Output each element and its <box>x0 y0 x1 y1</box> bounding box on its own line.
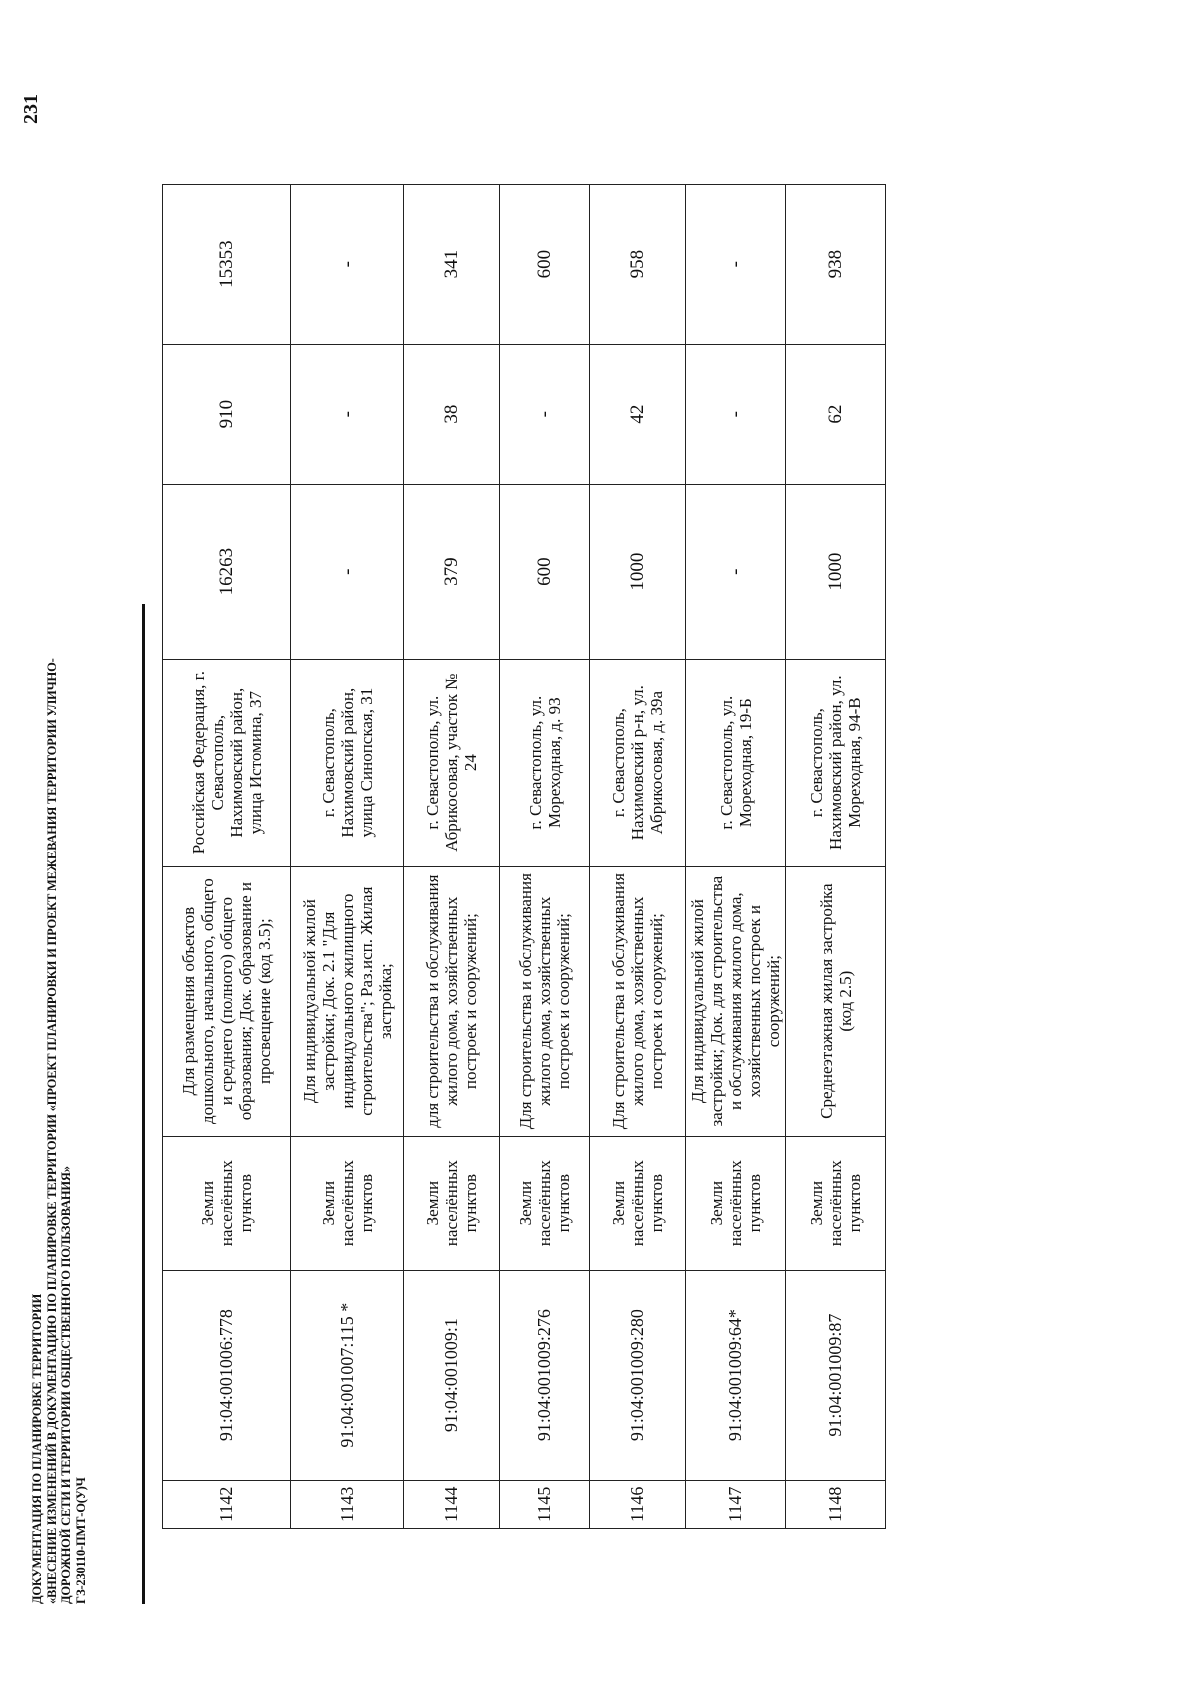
table-row <box>163 184 291 1528</box>
row-number: 1142 <box>163 1480 291 1528</box>
address: г. Севастополь, ул. Мореходная, д. 93 <box>500 659 590 866</box>
value-3: 341 <box>404 184 500 344</box>
cadastral-number: 91:04:001007:115 * <box>291 1270 404 1480</box>
land-plot-table <box>162 184 886 1529</box>
permitted-use: Среднеэтажная жилая застройка (код 2.5) <box>786 866 886 1136</box>
header-divider <box>142 604 145 1604</box>
area-value: 600 <box>500 484 590 659</box>
value-2: 42 <box>590 344 686 484</box>
document-header <box>30 404 88 1604</box>
land-category: Земли населённых пунктов <box>500 1136 590 1270</box>
area-value: 379 <box>404 484 500 659</box>
permitted-use: Для строительства и обслуживания жилого дома, хозяйственных построек и сооружений; <box>590 866 686 1136</box>
land-category: Земли населённых пунктов <box>686 1136 786 1270</box>
address: г. Севастополь, ул. Мореходная, 19-Б <box>686 659 786 866</box>
permitted-use: для строительства и обслуживания жилого дома, хозяйственных построек и сооружений; <box>404 866 500 1136</box>
address: г. Севастополь, Нахимовский район, улица Синопская, 31 <box>291 659 404 866</box>
value-2: - <box>291 344 404 484</box>
permitted-use: Для размещения объектов дошкольного, начального, общего и среднего (полного) общего образования; Док. образование и просвещение (код 3.5); <box>163 866 291 1136</box>
cadastral-number: 91:04:001009:280 <box>590 1270 686 1480</box>
table-row <box>404 184 500 1528</box>
value-3: 600 <box>500 184 590 344</box>
row-number: 1145 <box>500 1480 590 1528</box>
row-number: 1143 <box>291 1480 404 1528</box>
value-3: 15353 <box>163 184 291 344</box>
permitted-use: Для индивидуальной жилой застройки; Док. 2.1 "Для индивидуального жилищного строительства"; Раз.исп. Жилая застройка; <box>291 866 404 1136</box>
table-row <box>291 184 404 1528</box>
area-value: 1000 <box>786 484 886 659</box>
page-number: 231 <box>20 94 42 124</box>
value-2: - <box>686 344 786 484</box>
address: г. Севастополь, ул. Абрикосовая, участок № 24 <box>404 659 500 866</box>
land-category: Земли населённых пунктов <box>786 1136 886 1270</box>
cadastral-number: 91:04:001006:778 <box>163 1270 291 1480</box>
land-category: Земли населённых пунктов <box>291 1136 404 1270</box>
row-number: 1146 <box>590 1480 686 1528</box>
header-line-1: ДОКУМЕНТАЦИЯ ПО ПЛАНИРОВКЕ ТЕРРИТОРИИ <box>30 1294 44 1604</box>
address: г. Севастополь, Нахимовский р-н, ул. Абрикосовая, д. 39а <box>590 659 686 866</box>
permitted-use: Для строительства и обслуживания жилого дома, хозяйственных построек и сооружений; <box>500 866 590 1136</box>
area-value: - <box>291 484 404 659</box>
value-2: 38 <box>404 344 500 484</box>
table-row <box>686 184 786 1528</box>
value-3: - <box>291 184 404 344</box>
value-2: 62 <box>786 344 886 484</box>
header-line-4: ГЗ-230110-ПМТ-О(У)Ч <box>73 1477 88 1604</box>
land-category: Земли населённых пунктов <box>404 1136 500 1270</box>
table-row <box>786 184 886 1528</box>
address: г. Севастополь, Нахимовский район, ул. Мореходная, 94-В <box>786 659 886 866</box>
header-line-2: «ВНЕСЕНИЕ ИЗМЕНЕНИЙ В ДОКУМЕНТАЦИЮ ПО ПЛАНИРОВКЕ ТЕРРИТОРИИ «ПРОЕКТ ПЛАНИРОВКИ И ПРОЕКТ МЕЖЕВАНИЯ ТЕРРИТОРИИ УЛИЧНО- <box>44 658 59 1604</box>
row-number: 1147 <box>686 1480 786 1528</box>
cadastral-number: 91:04:001009:87 <box>786 1270 886 1480</box>
table-row <box>590 184 686 1528</box>
header-line-3: ДОРОЖНОЙ СЕТИ И ТЕРРИТОРИИ ОБЩЕСТВЕННОГО ПОЛЬЗОВАНИЯ» <box>59 1166 73 1604</box>
area-value: 16263 <box>163 484 291 659</box>
permitted-use: Для индивидуальной жилой застройки; Док. для строительства и обслуживания жилого дома, хозяйственных построек и сооружений; <box>686 866 786 1136</box>
cadastral-number: 91:04:001009:276 <box>500 1270 590 1480</box>
land-category: Земли населённых пунктов <box>590 1136 686 1270</box>
value-3: 938 <box>786 184 886 344</box>
value-3: - <box>686 184 786 344</box>
area-value: 1000 <box>590 484 686 659</box>
address: Российская Федерация, г. Севастополь, Нахимовский район, улица Истомина, 37 <box>163 659 291 866</box>
cadastral-number: 91:04:001009:64* <box>686 1270 786 1480</box>
value-2: 910 <box>163 344 291 484</box>
cadastral-number: 91:04:001009:1 <box>404 1270 500 1480</box>
value-3: 958 <box>590 184 686 344</box>
table-row <box>500 184 590 1528</box>
row-number: 1148 <box>786 1480 886 1528</box>
land-category: Земли населённых пунктов <box>163 1136 291 1270</box>
area-value: - <box>686 484 786 659</box>
value-2: - <box>500 344 590 484</box>
row-number: 1144 <box>404 1480 500 1528</box>
